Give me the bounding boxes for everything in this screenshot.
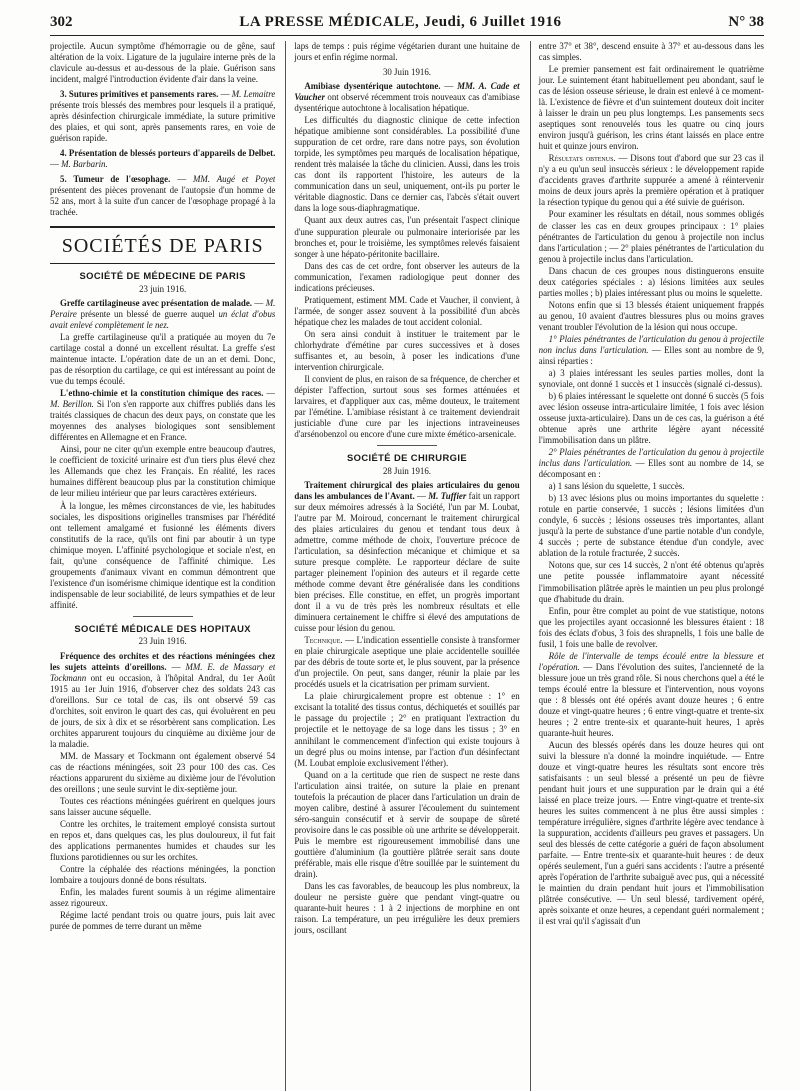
article-orchites: Fréquence des orchites et des réactions méningées chez les sujets atteints d'oreillons. — MM. E. de Massary et Tockmann ont eu occasion, à l'hôpital Andral, du 1er Août 1915 au 1er Juin 1916, d'observer chez des soldats 243 cas d'oreillons. Sur ce total de cas, ils ont observé 59 cas d'orchites, soit environ le quart des cas, qui évoluèrent en peu de jours, de six à dix et se résorbèrent sans complication. Les orchites apparurent toujours du cinquième au dixième jour de la maladie. bbox=[50, 650, 276, 749]
paragraph: Dans des cas de cet ordre, font observer les auteurs de la communication, l'examen radiologique peut donner des indications précieuses. bbox=[294, 260, 520, 293]
paragraph: Notons que, sur ces 14 succès, 2 n'ont été obtenus qu'après une petite poussée inflammatoire ayant nécessité l'immobilisation plâtrée après le maintien un peu plus prolongé que d'habitude du drain. bbox=[538, 560, 764, 604]
paragraph: Toutes ces réactions méningées guérirent en quelques jours sans laisser aucune séquelle. bbox=[50, 795, 276, 817]
paragraph: b) 13 avec lésions plus ou moins importantes du squelette : rotule en partie conservée, 1 succès ; lésions limitées d'un condyle, 6 succès ; lésions osseuses très importantes, allant jusqu'à la perte de substance d'une partie notable d'un condyle, 4 succès ; perte de substance étendue d'un condyle, avec ablation de la rotule fracturée, 2 succès. bbox=[538, 493, 764, 559]
column-2 bbox=[285, 41, 519, 1091]
paragraph: Notons enfin que si 13 blessés étaient uniquement frappés au genou, 10 avaient d'autres blessures plus ou moins graves venant troubler l'évolution de la lésion qui nous occupe. bbox=[538, 299, 764, 332]
paragraph: 2° Plaies pénétrantes de l'articulation du genou à projectile inclus dans l'articulation. — Elles sont au nombre de 14, se décomposant en : bbox=[538, 447, 764, 480]
session-date: 23 juin 1916. bbox=[139, 283, 187, 294]
paragraph: Rôle de l'intervalle de temps écoulé entre la blessure et l'opération. — Dans l'évolution des suites, l'ancienneté de la blessure joue un très grand rôle. Si nous cherchons quel a été le temps écoulé entre la blessure et l'intervention, nous voyons que : 8 blessés ont été opérés avant douze heures ; 6 entre douze et vingt-quatre heures ; 6 entre vingt-quatre et trente-six heures ; 2 entre trente-six et quarante-huit heures, 1 après quarante-huit heures. bbox=[538, 650, 764, 738]
article-amibiase: Amibiase dysentérique autochtone. — MM. A. Cade et Vaucher ont observé récemment trois nouveaux cas d'amibiase dysentérique autochtone à localisation hépatique. bbox=[294, 81, 520, 114]
paragraph: Il convient de plus, en raison de sa fréquence, de chercher et dépister l'affection, surtout sous ses formes atténuées et larvaires, et d'appliquer aux cas, même douteux, le traitement par l'émétine. L'amibiase résistant à ce traitement deviendrait justiciable d'une cure par les injections intraveineuses d'arsénobenzol ou encore d'une cure mixte émético-arsenicale. bbox=[294, 373, 520, 440]
issue-number: N° 38 bbox=[728, 14, 764, 30]
paragraph: Contre les orchites, le traitement employé consista surtout en repos et, dans quelques cas, les plus douloureux, il fut fait des applications permanentes humides et chaudes sur les fluxions parotidiennes ou sur les orchites. bbox=[50, 818, 276, 863]
paragraph: Quand on a la certitude que rien de suspect ne reste dans l'articulation ainsi traitée, on suture la plaie en prenant toutefois la précaution de placer dans l'articulation un drain de moyen calibre, destiné à assurer l'écoulement du suintement séro-sanguin consécutif et à servir de soupape de sûreté provisoire dans le cas possible où une arthrite se développerait. Puis le membre est rigoureusement immobilisé dans une gouttière d'aluminium (la gouttière plâtrée serait sans doute préférable, mais elle risque d'être souillée par le suintement du drain). bbox=[294, 769, 520, 879]
article-greffe: Greffe cartilagineuse avec présentation de malade. — M. Peraire présente un blessé de guerre auquel un éclat d'obus avait enlevé complètement le nez. bbox=[50, 297, 276, 331]
paragraph: MM. de Massary et Tockmann ont également observé 54 cas de réactions méningées, soit 23 pour 100 des cas. Ces réactions apparurent du sixième au dixième jour de l'évolution des oreillons ; une seule survint le dix-septième jour. bbox=[50, 750, 276, 794]
society-heading: SOCIÉTÉ DE MÉDECINE DE PARIS bbox=[79, 270, 246, 282]
item-3: 3. Sutures primitives et pansements rares. — M. Lemaitre présente trois blessés des membres pour lesquels il a pratiqué, après désinfection chirurgicale immédiate, la suture primitive des plaies, et qui sont, après pansements rares, en voie de guérison rapide. bbox=[50, 89, 276, 144]
paragraph: Enfin, les malades furent soumis à un régime alimentaire assez rigoureux. bbox=[50, 887, 276, 909]
journal-title: LA PRESSE MÉDICALE, Jeudi, 6 Juillet 1916 bbox=[239, 14, 562, 30]
paragraph: La plaie chirurgicalement propre est obtenue : 1° en excisant la totalité des tissus contus, déchiquetés et souillés par le passage du projectile ; 2° en pratiquant l'extraction du projectile et le nettoyage de sa loge dans les tissus ; 3° en annihilant le commencement d'infection qui existe toujours à un degré plus ou moins intense, par l'action d'un désinfectant (M. Loubat emploie exclusivement l'éther). bbox=[294, 691, 520, 768]
page-header bbox=[50, 14, 764, 36]
paragraph: On sera ainsi conduit à instituer le traitement par le chlorhydrate d'émétine par cures successives et à doses suffisantes et, au besoin, à poser les indications d'une intervention chirurgicale. bbox=[294, 328, 520, 372]
paragraph: À la longue, les mêmes circonstances de vie, les habitudes sociales, les dispositions originelles transmises par l'hérédité ont tellement amalgamé et fusionné les éléments divers constitutifs de la race, qu'ils ont fini par aboutir à un type chimique moyen. L'affinité psychologique et sociale n'est, en fait, qu'une conséquence de l'affinité chimique. Les groupements d'animaux vivant en commun démontrent que l'existence d'un isomérisme chimique identique est la condition indispensable de leur sociabilité, de leurs sympathies et de leur affinité. bbox=[50, 500, 276, 610]
paragraph: Technique. — L'indication essentielle consiste à transformer en plaie chirurgicale aseptique une plaie accidentelle souillée par des débris de toute sorte et, le plus souvent, par la présence d'un projectile. On peut, sans danger, réunir la plaie par les procédés usuels et la cicatrisation per primam survient. bbox=[294, 635, 520, 690]
paragraph: Aucun des blessés opérés dans les douze heures qui ont suivi la blessure n'a donné la moindre inquiétude. — Entre douze et vingt-quatre heures les résultats sont encore très satisfaisants : un seul blessé a présenté un peu de fièvre pendant huit jours et une suppuration par le drain qui a été laissé en place treize jours. — Entre vingt-quatre et trente-six heures les suites commencent à ne plus être aussi simples : température irrégulière, signes d'arthrite légère avec tendance à la suppuration, accidents d'ailleurs peu graves et passagers. Un seul des blessés de cette catégorie a guéri de façon absolument parfaite. — Entre trente-six et quarante-huit heures : de deux opérés seulement, l'un a guéri sans accidents : l'autre a présenté après l'opération de l'arthrite subaiguë avec pus, qui a nécessité le maintien du drain pendant huit jours et l'immobilisation plâtrée consécutive. — Un seul blessé, tardivement opéré, après soixante et onze heures, a cependant guéri normalement ; il est vrai qu'il s'agissait d'un bbox=[538, 739, 764, 927]
paragraph: projectile. Aucun symptôme d'hémorragie ou de gêne, sauf altération de la voix. Ligature de la jugulaire interne près de la clavicule au-dessus et au-dessous de la plaie. Guérison sans incident, malgré l'introduction évidente d'air dans la veine. bbox=[50, 41, 276, 85]
paragraph: Résultats obtenus. — Disons tout d'abord que sur 23 cas il n'y a eu qu'un seul insuccès sérieux : le développement rapide d'accidents graves d'arthrite suppurée a amené à réintervenir moins de deux jours après la première opération et à pratiquer la résection typique du genou qui a été suivie de guérison. bbox=[538, 153, 764, 208]
paragraph: Contre la céphalée des réactions méningées, la ponction lombaire a toujours donné de bons résultats. bbox=[50, 864, 276, 886]
session-date: 30 Juin 1916. bbox=[382, 67, 432, 78]
page-number: 302 bbox=[50, 14, 73, 30]
item-5: 5. Tumeur de l'œsophage. — MM. Augé et Poyet présentent des pièces provenant de l'autopsie d'un homme de 52 ans, mort à la suite d'un cancer de l'œsophage propagé à la trachée. bbox=[50, 174, 276, 218]
paragraph: Enfin, pour être complet au point de vue statistique, notons que les projectiles ayant occasionné les blessures étaient : 18 fois des éclats d'obus, 3 fois des shrapnells, 1 fois une balle de fusil, 1 fois une balle de revolver. bbox=[538, 605, 764, 649]
paragraph: Quant aux deux autres cas, l'un présentait l'aspect clinique d'une suppuration pleurale ou pulmonaire interiorisée par les bronches et, pour le troisième, les symptômes relevés faisaient songer à une hépato-péritonite bacillaire. bbox=[294, 215, 520, 259]
paragraph: Régime lacté pendant trois ou quatre jours, puis lait avec purée de pommes de terre durant un même bbox=[50, 910, 276, 932]
paragraph: Le premier pansement est fait ordinairement le quatrième jour. Le suintement étant habituellement peu abondant, sauf le cas de lésion osseuse sérieuse, le drain est enlevé à ce moment-là. L'existence de fièvre et d'un suintement douteux doit inciter à laisser le drain un peu plus longtemps. Les pansements secs aseptiques sont renouvelés tous les quatre ou cinq jours environ jusqu'à guérison, les crins étant laissés en place entre huit et quinze jours environ. bbox=[538, 64, 764, 152]
article-chirurgie: Traitement chirurgical des plaies articulaires du genou dans les ambulances de l'Avant. — M. Tuffier fait un rapport sur deux mémoires adressés à la Société, l'un par M. Loubat, l'autre par M. Moiroud, concernant le traitement chirurgical des plaies articulaires du genou et tendant tous deux à admettre, comme méthode de choix, l'ouverture précoce de l'articulation, sa désinfection mécanique et chimique et sa suture presque complète. Le rapporteur déclare de suite partager pleinement l'opinion des auteurs et il regarde cette méthode comme devant être généralisée dans les conditions bien précises. Elle constitue, en effet, un progrès important dont il a vu de très près les nombreux résultats et elle diminuera certainement le chiffre si élevé des amputations de cuisse pour lésion du genou. bbox=[294, 479, 520, 634]
paragraph: a) 3 plaies intéressant les seules parties molles, dont la synoviale, ont donné 1 succès et 1 insuccès (signalé ci-dessus). bbox=[538, 367, 764, 389]
divider bbox=[377, 445, 437, 446]
session-date: 28 Juin 1916. bbox=[382, 465, 432, 476]
paragraph: a) 1 sans lésion du squelette, 1 succès. bbox=[548, 481, 685, 492]
session-date: 23 Juin 1916. bbox=[138, 636, 187, 647]
column-1 bbox=[50, 41, 275, 1091]
paragraph: Dans les cas favorables, de beaucoup les plus nombreux, la douleur ne persiste guère que pendant vingt-quatre ou quarante-huit heures : 1 à 2 injections de morphine en ont raison. La température, un peu irrégulière les deux premiers jours, oscillant bbox=[294, 880, 520, 936]
society-heading: SOCIÉTÉ DE CHIRURGIE bbox=[346, 452, 467, 464]
item-4: 4. Présentation de blessés porteurs d'appareils de Delbet. — M. Barbarin. bbox=[50, 148, 276, 170]
paragraph: b) 6 plaies intéressant le squelette ont donné 6 succès (5 fois avec lésion osseuse intra-articulaire limitée, 1 fois avec lésion osseuse juxta-articulaire). Dans un de ces cas, la guérison a été obtenue après une arthrite légère ayant nécessité l'immobilisation dans un plâtre. bbox=[538, 390, 764, 446]
paragraph: Les difficultés du diagnostic clinique de cette infection hépatique amibienne sont considérables. La possibilité d'une suppuration de cet ordre, rare dans notre pays, son évolution torpide, les symptômes peu marqués de localisation hépatique, rendent très malaisée la tâche du clinicien. Aussi, dans les trois cas dont ils rapportent l'histoire, les auteurs de la communication dans un seul, uniquement, ont-ils pu porter le véritable diagnostic. Dans ce dernier cas, l'abcès s'était ouvert dans la loge sous-diaphragmatique. bbox=[294, 115, 520, 214]
article-ethno: L'ethno-chimie et la constitution chimique des races. — M. Berillon. Si l'on s'en rapporte aux chiffres publiés dans les traités classiques de chacun des deux pays, on constate que les moyennes des analyses biologiques sont sensiblement différentes en Allemagne et en France. bbox=[50, 388, 276, 443]
paragraph: entre 37° et 38°, descend ensuite à 37° et au-dessous dans les cas simples. bbox=[538, 41, 764, 63]
paragraph: Pratiquement, estiment MM. Cade et Vaucher, il convient, à l'armée, de songer assez souvent à la possibilité d'un abcès hépatique chez les malades de tout accident colonial. bbox=[294, 294, 520, 327]
paragraph: Pour examiner les résultats en détail, nous sommes obligés de classer les cas en deux groupes principaux : 1° plaies pénétrantes de l'articulation du genou à projectile non inclus dans l'articulation ; — 2° plaies pénétrantes de l'articulation du genou à projectile inclus dans l'articulation. bbox=[538, 209, 764, 264]
paragraph: Ainsi, pour ne citer qu'un exemple entre beaucoup d'autres, le coefficient de toxicité urinaire est d'un tiers plus élevé chez les Allemands que chez les Français. En réalité, les races humaines diffèrent beaucoup plus par la constitution chimique de leur milieu intérieur que par leurs caractères extérieurs. bbox=[50, 444, 276, 499]
society-heading: SOCIÉTÉ MÉDICALE DES HOPITAUX bbox=[74, 622, 251, 634]
paragraph: 1° Plaies pénétrantes de l'articulation du genou à projectile non inclus dans l'articulation. — Elles sont au nombre de 9, ainsi réparties : bbox=[538, 333, 764, 366]
section-title: SOCIÉTÉS DE PARIS bbox=[50, 226, 275, 264]
paragraph: La greffe cartilagineuse qu'il a pratiquée au moyen du 7e cartilage costal a donné un excellent résultat. La greffe s'est maintenue intacte. L'opération date de un an et demi. Donc, pas de résorption du cartilage, ce qui est intéressant au point de vue du temps écoulé. bbox=[50, 332, 276, 387]
column-3 bbox=[530, 41, 764, 1091]
paragraph: Dans chacun de ces groupes nous distinguerons ensuite deux catégories spéciales : a) lésions limitées aux seules parties molles ; b) plaies intéressant plus ou moins le squelette. bbox=[538, 265, 764, 298]
paragraph: laps de temps : puis régime végétarien durant une huitaine de jours et enfin régime normal. bbox=[294, 41, 520, 63]
divider bbox=[133, 616, 193, 617]
